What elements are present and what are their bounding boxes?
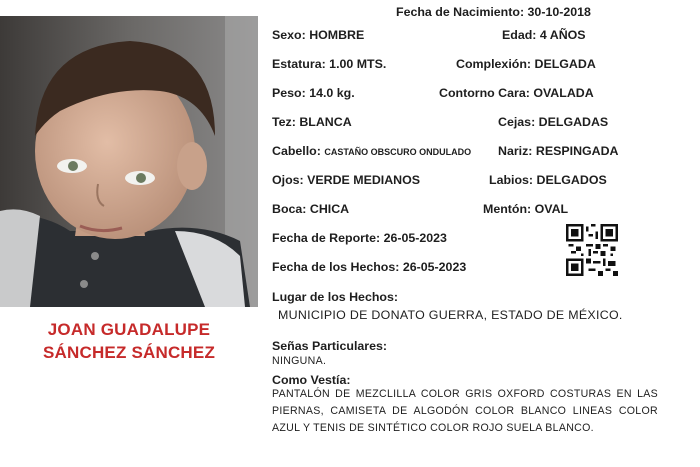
eyebrows-value: DELGADAS [538, 115, 609, 129]
report-date-label: Fecha de Reporte: [272, 231, 381, 245]
eyes-field [272, 173, 420, 187]
age-label: Edad: [502, 28, 537, 42]
hair-label: Cabello: [272, 144, 321, 158]
lips-field [489, 173, 607, 187]
face-contour-field [439, 86, 594, 100]
sex-value: HOMBRE [309, 28, 365, 42]
qr-code-icon [566, 224, 618, 276]
hair-field [272, 144, 471, 158]
report-date-field [272, 231, 447, 245]
nose-field [498, 144, 619, 158]
nose-label: Nariz: [498, 144, 533, 158]
face-contour-value: OVALADA [533, 86, 594, 100]
birth-date-field [396, 5, 591, 19]
skin-tone-value: BLANCA [299, 115, 352, 129]
mouth-field [272, 202, 349, 216]
child-portrait-icon [0, 16, 258, 307]
skin-tone-label: Tez: [272, 115, 296, 129]
event-date-value: 26-05-2023 [402, 260, 467, 274]
mouth-label: Boca: [272, 202, 307, 216]
missing-person-name [0, 318, 258, 364]
clothing-label: Como Vestía: [272, 373, 351, 387]
weight-value: 14.0 kg. [309, 86, 355, 100]
age-field [502, 28, 586, 42]
event-date-label: Fecha de los Hechos: [272, 260, 400, 274]
eyebrows-label: Cejas: [498, 115, 536, 129]
last-names: SÁNCHEZ SÁNCHEZ [42, 343, 216, 362]
weight-field [272, 86, 355, 100]
hair-value: CASTAÑO OBSCURO ONDULADO [324, 147, 472, 157]
event-date-field [272, 260, 466, 274]
eyes-value: VERDE MEDIANOS [307, 173, 421, 187]
height-value: 1.00 MTS. [329, 57, 387, 71]
place-label: Lugar de los Hechos: [272, 290, 398, 304]
eyes-label: Ojos: [272, 173, 304, 187]
weight-label: Peso: [272, 86, 306, 100]
nose-value: RESPINGADA [535, 144, 619, 158]
height-label: Estatura: [272, 57, 326, 71]
build-field [456, 57, 596, 71]
height-field [272, 57, 386, 71]
clothing-description: PANTALÓN DE MEZCLILLA COLOR GRIS OXFORD COSTURAS EN LAS PIERNAS, CAMISETA DE ALGODÓN COLOR BLANCO LINEAS COLOR AZUL Y TENIS DE SINTÉTICO COLOR ROJO SUELA BLANCO. [272, 388, 658, 434]
face-contour-label: Contorno Cara: [439, 86, 530, 100]
child-photo [0, 16, 258, 307]
chin-value: OVAL [534, 202, 569, 216]
sex-field [272, 28, 364, 42]
build-value: DELGADA [534, 57, 596, 71]
lips-label: Labios: [489, 173, 534, 187]
marks-label: Señas Particulares: [272, 339, 388, 353]
sex-label: Sexo: [272, 28, 306, 42]
marks-value: NINGUNA. [272, 355, 327, 367]
birth-date-value: 30-10-2018 [527, 5, 591, 19]
chin-label: Mentón: [483, 202, 532, 216]
age-value: 4 AÑOS [539, 28, 586, 42]
first-names: JOAN GUADALUPE [47, 320, 211, 339]
report-date-value: 26-05-2023 [383, 231, 447, 245]
skin-tone-field [272, 115, 352, 129]
build-label: Complexión: [456, 57, 532, 71]
lips-value: DELGADOS [536, 173, 607, 187]
eyebrows-field [498, 115, 608, 129]
birth-date-label: Fecha de Nacimiento: [396, 5, 525, 19]
place-value: MUNICIPIO DE DONATO GUERRA, ESTADO DE MÉXICO. [278, 308, 623, 322]
mouth-value: CHICA [309, 202, 350, 216]
chin-field [483, 202, 568, 216]
